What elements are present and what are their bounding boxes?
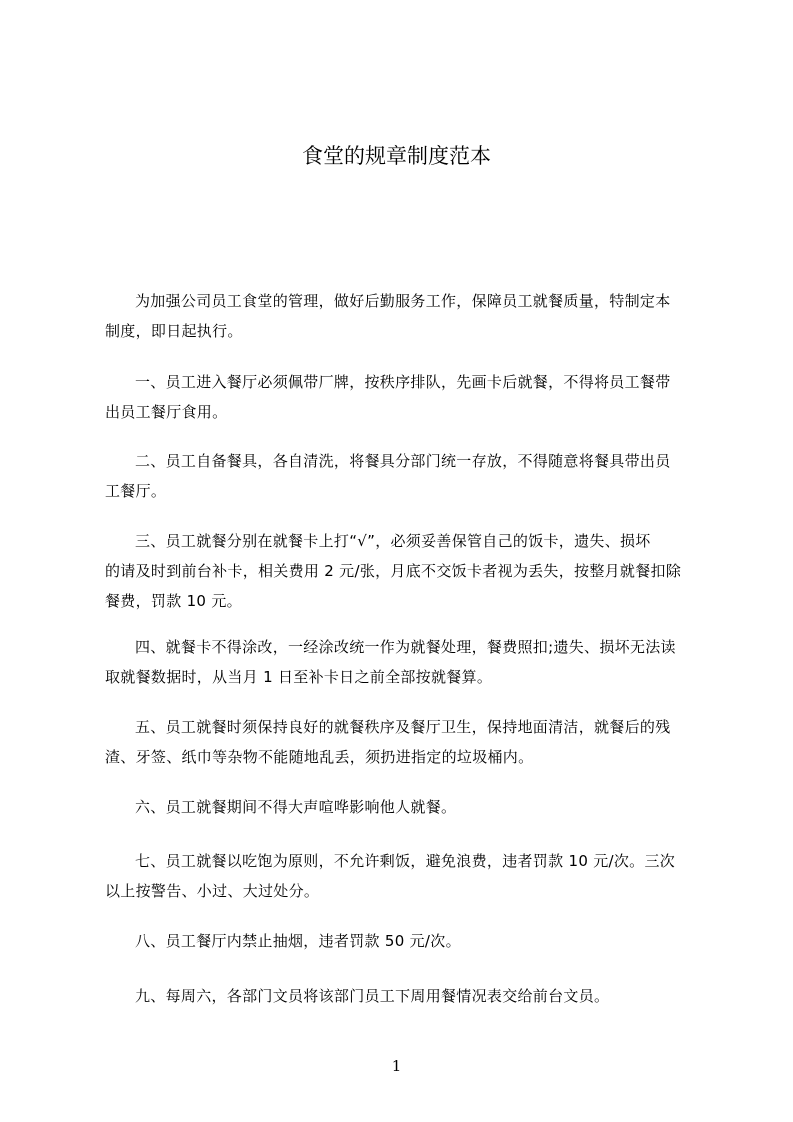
rule-4-paragraph xyxy=(105,632,701,692)
paragraph-line: 的请及时到前台补卡，相关费用 2 元/张，月底不交饭卡者视为丢失，按整月就餐扣除 xyxy=(105,562,682,580)
paragraph-line: 工餐厅。 xyxy=(105,482,167,500)
paragraph-line: 三、员工就餐分别在就餐卡上打“√”，必须妥善保管自己的饭卡，遗失、损坏 xyxy=(135,532,651,550)
paragraph-line: 餐费，罚款 10 元。 xyxy=(105,592,242,610)
paragraph-line: 以上按警告、小过、大过处分。 xyxy=(105,882,320,900)
paragraph-line: 八、员工餐厅内禁止抽烟，违者罚款 50 元/次。 xyxy=(135,932,461,950)
paragraph-line: 渣、牙签、纸巾等杂物不能随地乱丢，须扔进指定的垃圾桶内。 xyxy=(105,748,534,766)
paragraph-line: 取就餐数据时，从当月 1 日至补卡日之前全部按就餐算。 xyxy=(105,668,493,686)
rule-3-paragraph xyxy=(105,526,701,616)
paragraph-line: 七、员工就餐以吃饱为原则，不允许剩饭，避免浪费，违者罚款 10 元/次。三次 xyxy=(135,852,676,870)
rule-5-paragraph xyxy=(105,712,701,772)
rule-1-paragraph xyxy=(105,367,701,427)
paragraph-line: 出员工餐厅食用。 xyxy=(105,403,228,421)
rule-7-paragraph xyxy=(105,846,701,906)
paragraph-line: 一、员工进入餐厅必须佩带厂牌，按秩序排队，先画卡后就餐，不得将员工餐带 xyxy=(135,373,671,391)
rule-8-paragraph xyxy=(105,926,701,956)
rule-6-paragraph xyxy=(105,792,701,822)
rule-9-paragraph xyxy=(105,981,701,1011)
paragraph-line: 为加强公司员工食堂的管理，做好后勤服务工作，保障员工就餐质量，特制定本 xyxy=(135,292,671,310)
paragraph-line: 四、就餐卡不得涂改，一经涂改统一作为就餐处理，餐费照扣;遗失、损坏无法读 xyxy=(135,638,676,656)
paragraph-line: 制度，即日起执行。 xyxy=(105,322,243,340)
paragraph-line: 六、员工就餐期间不得大声喧哗影响他人就餐。 xyxy=(135,798,457,816)
document-title: 食堂的规章制度范本 xyxy=(302,144,491,168)
paragraph-line: 五、员工就餐时须保持良好的就餐秩序及餐厅卫生，保持地面清洁，就餐后的残 xyxy=(135,718,671,736)
intro-paragraph xyxy=(105,286,701,346)
paragraph-line: 二、员工自备餐具，各自清洗，将餐具分部门统一存放，不得随意将餐具带出员 xyxy=(135,452,671,470)
page-number: 1 xyxy=(391,1057,402,1075)
paragraph-line: 九、每周六，各部门文员将该部门员工下周用餐情况表交给前台文员。 xyxy=(135,987,610,1005)
rule-2-paragraph xyxy=(105,446,701,506)
